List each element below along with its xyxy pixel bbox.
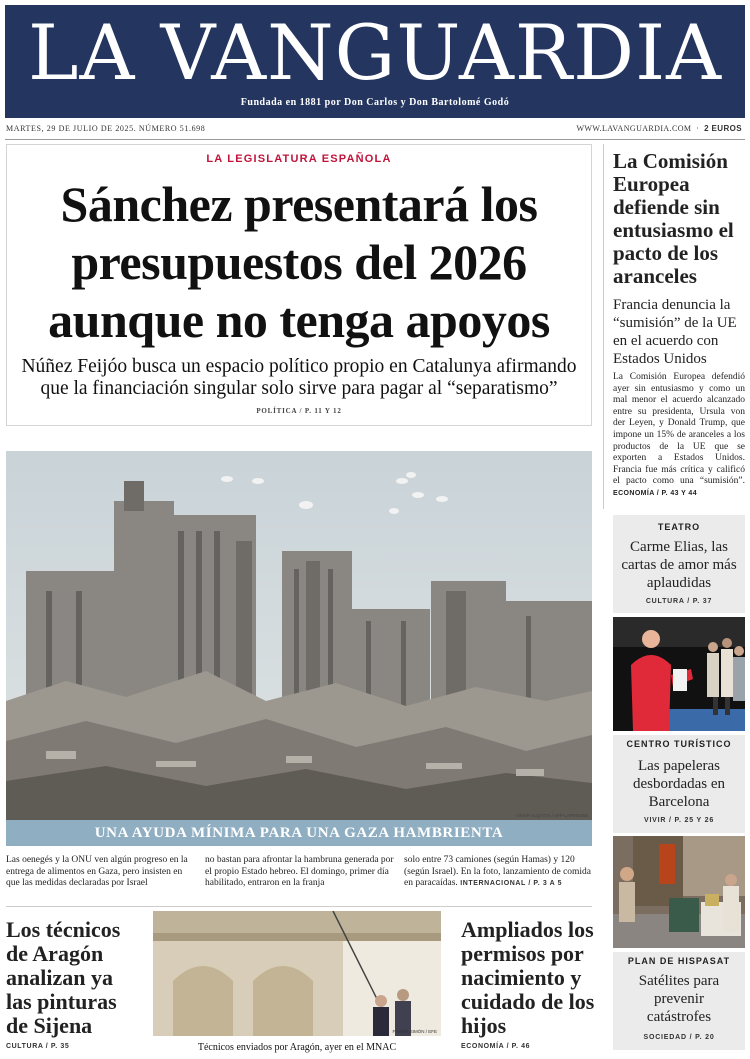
litter-bins-photo (613, 836, 745, 948)
website-link[interactable]: WWW.LAVANGUARDIA.COM (576, 124, 692, 133)
side-subhead: Francia denuncia la “sumisión” de la UE en el acuerdo con Estados Unidos (613, 297, 737, 367)
bottom-left-page-ref: CULTURA / P. 35 (6, 1043, 70, 1050)
lead-deck: Núñez Feijóo busca un espacio político propio en Catalunya afirmando que la financiación singular solo sirve para pagar al “separatismo” (21, 356, 577, 399)
promo-page-ref: VIVIR / P. 25 Y 26 (643, 817, 715, 824)
web-price-line: WWW.LAVANGUARDIA.COM · 2 EUROS (576, 124, 742, 133)
promo-centro-turistico[interactable] (613, 735, 745, 833)
gaza-photo (6, 451, 592, 820)
side-body: La Comisión Europea defendió ayer sin entusiasmo y como un mal menor el acuerdo alcanzado entre su presidenta, Ursula von der Leyen, y Donald Trump, que impone un 15% de aranceles a los productos de la UE que se exporten a Estados Unidos. Francia fue más crítica y calificó el pacto como una “sumisión”. ECONOMÍA / P. 43 Y 44 (613, 372, 745, 497)
lead-kicker: LA LEGISLATURA ESPAÑOLA (206, 153, 392, 165)
promo-page-ref: CULTURA / P. 37 (645, 598, 713, 605)
lead-headline[interactable]: Sánchez presentará los presupuestos del 2026 aunque no tenga apoyos (48, 176, 550, 348)
theatre-photo (613, 617, 745, 731)
bottom-left-story[interactable] (6, 918, 142, 1050)
bottom-right-story[interactable] (461, 918, 596, 1050)
bottom-left-headline[interactable]: Los técnicos de Aragón analizan ya las pinturas de Sijena (6, 917, 121, 1038)
price: 2 EUROS (704, 124, 742, 133)
mnac-photo-credit: FABIÁN SIMÓN / EFE (392, 1029, 437, 1034)
newspaper-title: LA VANGUARDIA (28, 8, 722, 97)
bottom-right-page-ref: ECONOMÍA / P. 46 (461, 1043, 531, 1050)
promo-teatro[interactable] (613, 515, 745, 613)
gaza-page-ref: INTERNACIONAL / P. 3 A 5 (460, 880, 563, 888)
side-page-ref: ECONOMÍA / P. 43 Y 44 (613, 489, 698, 497)
photo-caption-bar: UNA AYUDA MÍNIMA PARA UNA GAZA HAMBRIENTA (6, 820, 592, 846)
promo-page-ref: SOCIEDAD / P. 20 (643, 1034, 715, 1041)
promo-title: Carme Elias, las cartas de amor más aplaudidas (621, 539, 737, 591)
gaza-text-col-3: solo entre 73 camiones (según Hamas) y 120 (según Israel). En la foto, lanzamiento de comida en paracaídas. INTERNACIONAL / P. 3 A 5 (404, 855, 592, 889)
masthead (5, 5, 745, 118)
dateline: MARTES, 29 DE JULIO DE 2025. NÚMERO 51.698 (6, 124, 206, 133)
bottom-right-headline[interactable]: Ampliados los permisos por nacimiento y cuidado de los hijos (461, 917, 595, 1038)
promo-kicker: PLAN DE HISPASAT (627, 956, 731, 966)
promo-kicker: TEATRO (657, 522, 701, 532)
photo-credit: OMAR ALQATTA / AFP-LAPRESSE (516, 813, 588, 818)
gaza-text-col-1: Las oenegés y la ONU ven algún progreso en la entrega de alimentos en Gaza, pero insisten en que las medidas declaradas por Israel (6, 855, 188, 889)
gaza-text-col-2: no bastan para afrontar la hambruna generada por el propio Estado hebreo. El domingo, primer día habilitado, entraron en la franja (205, 855, 394, 889)
lead-page-ref: POLÍTICA / P. 11 Y 12 (256, 407, 342, 415)
promo-title: Las papeleras desbordadas en Barcelona (632, 758, 726, 810)
column-divider (603, 144, 604, 509)
masthead-subtitle: Fundada en 1881 por Don Carlos y Don Bartolomé Godó (240, 97, 510, 108)
lead-story[interactable] (6, 144, 592, 426)
promo-kicker: CENTRO TURÍSTICO (626, 739, 732, 749)
promo-title: Satélites para prevenir catástrofes (638, 973, 720, 1025)
mnac-photo-caption: Técnicos enviados por Aragón, ayer en el MNAC (197, 1042, 397, 1053)
divider (5, 139, 745, 140)
side-headline[interactable]: La Comisión Europea defiende sin entusiasmo el pacto de los aranceles (613, 149, 734, 288)
promo-hispasat[interactable] (613, 952, 745, 1050)
divider (6, 906, 592, 907)
mnac-photo (153, 911, 441, 1036)
